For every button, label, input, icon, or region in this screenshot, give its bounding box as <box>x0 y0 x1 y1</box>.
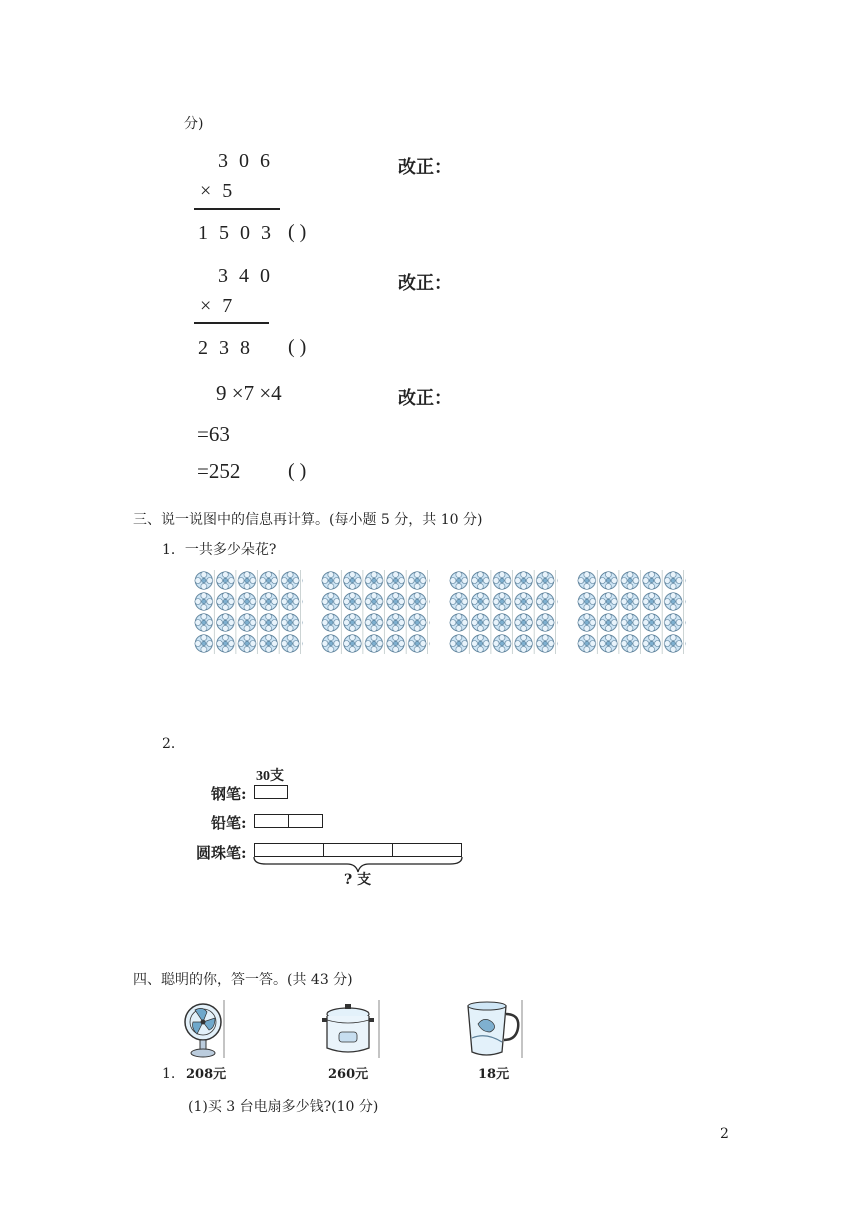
row-label-pen: 钢笔: <box>211 785 247 803</box>
answer-paren: ( ) <box>288 460 307 482</box>
price-rice-cooker: 260元 <box>328 1067 369 1082</box>
correction-label: 改正： <box>398 157 452 178</box>
pencil-bar-seg <box>254 814 289 828</box>
page-number: 2 <box>720 1126 729 1142</box>
underline <box>194 322 269 324</box>
ballpen-bar-seg <box>323 843 393 857</box>
underline <box>194 208 280 210</box>
multiplicand: 3 0 6 <box>218 150 273 172</box>
flower-group-4 <box>576 570 686 654</box>
flower-group-2 <box>320 570 430 654</box>
rice-cooker-icon <box>320 998 382 1060</box>
price-fan: 208元 <box>186 1067 227 1082</box>
question-1-number: 1. <box>162 1066 176 1082</box>
bottom-label: ? 支 <box>344 872 372 888</box>
mug-icon <box>464 998 526 1060</box>
row-label-pencil: 铅笔: <box>211 814 247 832</box>
step-2: =252 <box>197 459 241 483</box>
result: 1 5 0 3 <box>198 222 274 244</box>
correction-label: 改正： <box>398 388 452 409</box>
question-1: 1．一共多少朵花? <box>162 542 277 558</box>
flower-group-1 <box>193 570 303 654</box>
correction-label: 改正： <box>398 273 452 294</box>
section-3-title: 三、说一说图中的信息再计算。(每小题 5 分，共 10 分) <box>133 512 483 528</box>
multiplier: × 5 <box>200 180 236 202</box>
price-mug: 18元 <box>478 1067 510 1082</box>
fan-icon <box>183 998 227 1060</box>
pen-bar <box>254 785 288 799</box>
top-label: 30支 <box>256 769 284 784</box>
result: 2 3 8 <box>198 337 253 359</box>
sub-question-1: (1)买 3 台电扇多少钱?(10 分) <box>188 1099 379 1115</box>
ballpen-bar-seg <box>254 843 324 857</box>
flower-group-3 <box>448 570 558 654</box>
question-2: 2． <box>162 736 185 752</box>
section-4-title: 四、聪明的你，答一答。(共 43 分) <box>133 972 353 988</box>
answer-paren: ( ) <box>288 221 307 243</box>
ballpen-bar-seg <box>392 843 462 857</box>
multiplier: × 7 <box>200 295 236 317</box>
multiplicand: 3 4 0 <box>218 265 273 287</box>
top-fragment: 分) <box>184 116 204 132</box>
expression: 9 ×7 ×4 <box>216 381 282 405</box>
row-label-ballpen: 圆珠笔: <box>196 844 247 862</box>
pencil-bar-seg <box>288 814 323 828</box>
step-1: =63 <box>197 422 230 446</box>
answer-paren: ( ) <box>288 336 307 358</box>
